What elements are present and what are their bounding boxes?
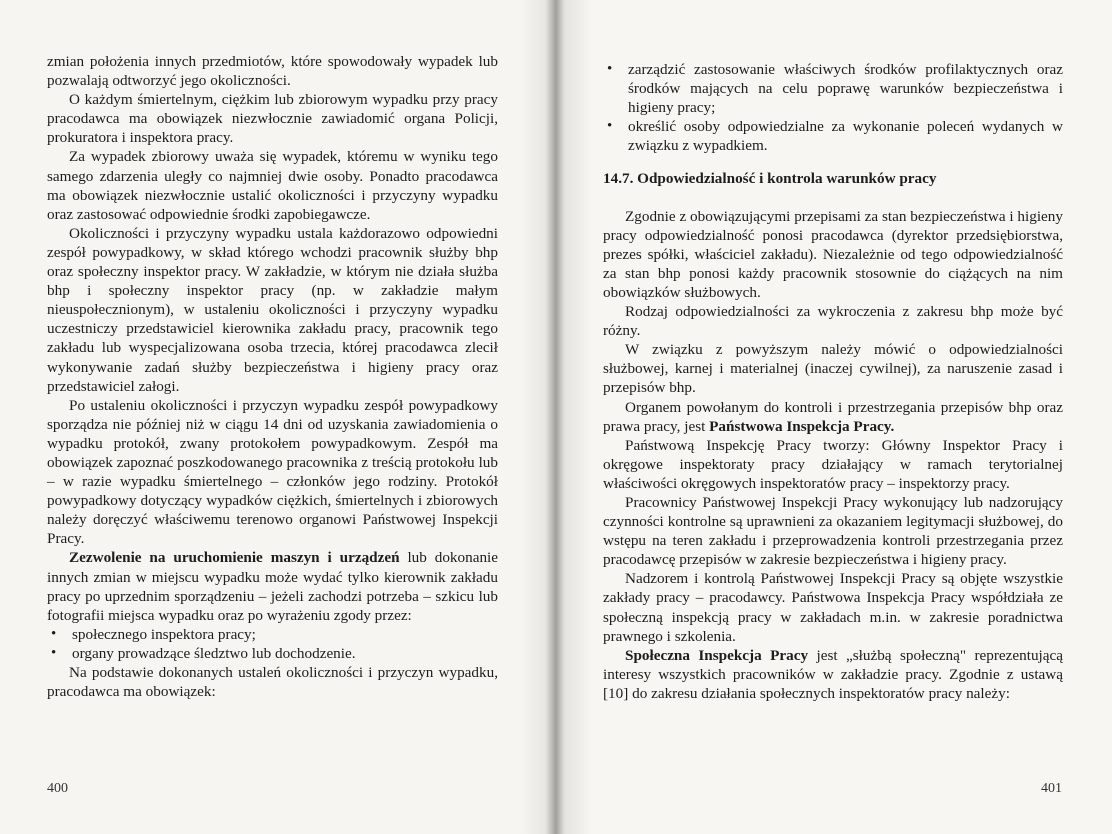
section-heading: 14.7. Odpowiedzialność i kontrola warunków pracy: [603, 170, 937, 188]
left-page-text: [47, 52, 498, 701]
bullet-item: • określić osoby odpowiedzialne za wykonanie poleceń wydanych w związku z wypadkiem.: [603, 117, 1063, 155]
paragraph: Pracownicy Państwowej Inspekcji Pracy wykonujący lub nadzorujący czynności kontrolne są uprawnieni za okazaniem legitymacji służbowej, do wstępu na teren zakładu i przeprowadzenia kontroli przestrzegania przez pracodawcę przepisów w zakresie bezpieczeństwa i higieny pracy.: [603, 493, 1063, 569]
bold-term: Społeczna Inspekcja Pracy: [625, 646, 809, 664]
page-number: 401: [1041, 781, 1062, 796]
paragraph: zmian położenia innych przedmiotów, które spowodowały wypadek lub pozwalają odtworzyć jego okoliczności.: [47, 53, 498, 90]
bold-term: Państwowa Inspekcja Pracy.: [709, 417, 895, 435]
page-number: 400: [47, 781, 68, 796]
bullet-item: • społecznego inspektora pracy;: [47, 625, 498, 644]
paragraph-text: Organem powołanym do kontroli i przestrzegania przepisów bhp oraz prawa pracy, jest: [603, 398, 1063, 435]
bullet-list: [47, 625, 498, 663]
paragraph: Okoliczności i przyczyny wypadku ustala każdorazowo odpowiedni zespół powypadkowy, w skład którego wchodzi pracownik służby bhp oraz społeczny inspektor pracy. W zakładzie, w którym nie działa służba bhp i społeczny inspektor pracy (np. w zakładzie małym nieuspołecznionym), w ustaleniu okoliczności i przyczyny wypadku uczestniczy przedstawiciel kierownika zakładu pracy, pracownik tego zakładu lub wyspecjalizowana osoba trzecia, której pracodawca zlecił wykonywanie zadań służby bezpieczeństwa i higieny pracy oraz przedstawiciel załogi.: [47, 224, 498, 395]
paragraph: [603, 398, 1063, 436]
paragraph: Państwową Inspekcję Pracy tworzy: Główny Inspektor Pracy i okręgowe inspektoraty pracy działający w ramach terytorialnej właściwości okręgowych inspektoratów pracy – inspektorzy pracy.: [603, 436, 1063, 492]
bullet-item: • zarządzić zastosowanie właściwych środków profilaktycznych oraz środków mających na celu poprawę warunków bezpieczeństwa i higieny pracy;: [603, 60, 1063, 117]
right-page-text: [603, 60, 1063, 703]
paragraph: [603, 646, 1063, 703]
paragraph: W związku z powyższym należy mówić o odpowiedzialności służbowej, karnej i materialnej (inaczej cywilnej), za naruszenie zasad i przepisów bhp.: [603, 341, 1063, 397]
paragraph-text: lub dokonanie innych zmian w miejscu wypadku może wydać tylko kierownik zakładu pracy po uprzednim sporządzeniu – jeżeli zachodzi potrzeba – szkicu lub fotografii miejsca wypadku oraz po wyrażeniu zgody przez:: [47, 549, 499, 624]
paragraph: Rodzaj odpowiedzialności za wykroczenia z zakresu bhp może być różny.: [603, 303, 1063, 340]
paragraph: Na podstawie dokonanych ustaleń okoliczności i przyczyn wypadku, pracodawca ma obowiązek:: [47, 664, 498, 701]
paragraph: Za wypadek zbiorowy uważa się wypadek, któremu w wyniku tego samego zdarzenia uległy co najmniej dwie osoby. Ponadto pracodawca ma obowiązek niezwłocznie ustalić okoliczności i przyczyny wypadku oraz zastosować odpowiednie środki zapobiegawcze.: [47, 148, 498, 223]
paragraph: Zgodnie z obowiązującymi przepisami za stan bezpieczeństwa i higieny pracy odpowiedzialność ponosi pracodawca (dyrektor przedsiębiorstwa, prezes spółki, właściciel zakładu). Niezależnie od tego odpowiedzialność za stan bhp ponosi każdy pracownik stosownie do ciążących na nim obowiązków służbowych.: [603, 207, 1063, 301]
bullet-list: [603, 60, 1063, 155]
bullet-item: • organy prowadzące śledztwo lub dochodzenie.: [47, 644, 498, 663]
paragraph: O każdym śmiertelnym, ciężkim lub zbiorowym wypadku przy pracy pracodawca ma obowiązek niezwłocznie zawiadomić organa Policji, prokuratora i inspektora pracy.: [47, 91, 498, 147]
right-page: [556, 0, 1112, 834]
paragraph-text: jest „służbą społeczną" reprezentującą interesy wszystkich pracowników w zakładzie pracy. Zgodnie z ustawą [10] do zakresu działania społecznych inspektoratów pracy należy:: [603, 646, 1063, 702]
bold-term: Zezwolenie na uruchomienie maszyn i urządzeń: [69, 549, 400, 567]
paragraph: Po ustaleniu okoliczności i przyczyn wypadku zespół powypadkowy sporządza nie później niż w ciągu 14 dni od uzyskania zawiadomienia o wypadku protokół, zwany protokołem powypadkowym. Zespół ma obowiązek zapoznać poszkodowanego pracownika z treścią protokołu lub – w razie wypadku śmiertelnego – członków jego rodziny. Protokół powypadkowy dotyczący wypadków ciężkich, śmiertelnych i zbiorowych należy doręczyć właściwemu terenowo organowi Państwowej Inspekcji Pracy.: [47, 396, 498, 548]
paragraph: [47, 548, 498, 624]
paragraph: Nadzorem i kontrolą Państwowej Inspekcji Pracy są objęte wszystkie zakłady pracy – pracodawcy. Państwowa Inspekcja Pracy współdziała ze społeczną inspekcją pracy w zakładach m.in. w zakresie poradnictwa prawnego i szkolenia.: [603, 570, 1063, 645]
